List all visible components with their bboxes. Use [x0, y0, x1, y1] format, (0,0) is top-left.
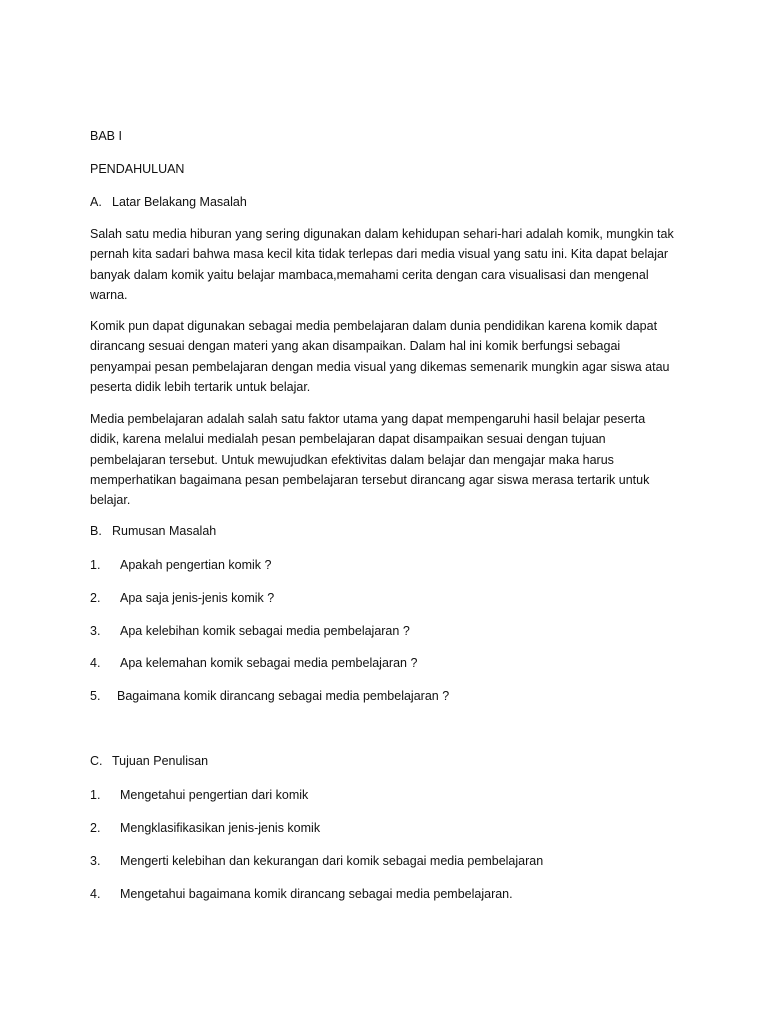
paragraph-line: pernah kita sadari bahwa masa kecil kita tidak terlepas dari media visual yang satu ini. Kita dapat belajar	[90, 247, 669, 262]
section-c-letter: C.	[90, 754, 103, 768]
list-number: 1.	[90, 788, 101, 802]
section-b-letter: B.	[90, 524, 102, 538]
paragraph-line: pembelajaran tersebut. Untuk mewujudkan efektivitas dalam belajar dan mengajar maka harus	[90, 452, 614, 467]
list-text: Mengklasifikasikan jenis-jenis komik	[120, 821, 321, 835]
section-a-letter: A.	[90, 195, 102, 209]
paragraph-line: belajar.	[90, 493, 131, 508]
list-number: 1.	[90, 558, 101, 572]
list-item	[90, 785, 308, 805]
paragraph-line: didik, karena melalui medialah pesan pembelajaran dapat disampaikan sesuai dengan tujuan	[90, 432, 606, 447]
list-number: 2.	[90, 821, 101, 835]
list-text: Mengetahui pengertian dari komik	[120, 788, 309, 802]
chapter-label: BAB I	[90, 129, 122, 143]
list-number: 3.	[90, 854, 101, 868]
list-item	[90, 851, 543, 871]
list-text: Apa kelebihan komik sebagai media pembelajaran ?	[120, 624, 410, 638]
list-text: Bagaimana komik dirancang sebagai media pembelajaran ?	[117, 689, 450, 703]
list-text: Mengerti kelebihan dan kekurangan dari komik sebagai media pembelajaran	[120, 854, 544, 868]
list-item	[90, 588, 274, 608]
section-c-heading	[90, 751, 208, 771]
paragraph-line: peserta didik lebih tertarik untuk belajar.	[90, 379, 311, 394]
section-b-heading	[90, 521, 216, 541]
paragraph-line: Salah satu media hiburan yang sering digunakan dalam kehidupan sehari-hari adalah komik, mungkin tak	[90, 227, 674, 241]
list-number: 5.	[90, 689, 101, 703]
list-item	[90, 686, 449, 706]
list-number: 2.	[90, 591, 101, 605]
list-item	[90, 621, 410, 641]
list-text: Apa saja jenis-jenis komik ?	[120, 591, 275, 605]
section-c-title: Tujuan Penulisan	[112, 754, 209, 768]
section-a-heading	[90, 192, 247, 212]
paragraph-line: warna.	[90, 287, 128, 302]
list-item	[90, 818, 320, 838]
list-number: 3.	[90, 624, 101, 638]
paragraph-line: Media pembelajaran adalah salah satu faktor utama yang dapat mempengaruhi hasil belajar peserta	[90, 412, 646, 426]
chapter-title: PENDAHULUAN	[90, 162, 185, 176]
list-item	[90, 653, 417, 673]
list-text: Mengetahui bagaimana komik dirancang sebagai media pembelajaran.	[120, 887, 513, 901]
list-number: 4.	[90, 887, 101, 901]
paragraph-line: dirancang sesuai dengan materi yang akan disampaikan. Dalam hal ini komik berfungsi sebagai	[90, 339, 621, 354]
section-a-paragraph-3	[90, 409, 690, 510]
list-item	[90, 555, 271, 575]
list-number: 4.	[90, 656, 101, 670]
paragraph-line: memperhatikan bagaimana pesan pembelajaran tersebut dirancang agar siswa merasa tertarik untuk	[90, 472, 650, 487]
list-text: Apa kelemahan komik sebagai media pembelajaran ?	[120, 656, 418, 670]
list-item	[90, 884, 513, 904]
paragraph-line: Komik pun dapat digunakan sebagai media pembelajaran dalam dunia pendidikan karena komik dapat	[90, 319, 658, 333]
list-text: Apakah pengertian komik ?	[120, 558, 272, 572]
section-b-title: Rumusan Masalah	[112, 524, 217, 538]
paragraph-line: penyampai pesan pembelajaran dengan media visual yang dikemas semenarik mungkin agar siswa atau	[90, 359, 670, 374]
section-a-title: Latar Belakang Masalah	[112, 195, 247, 209]
paragraph-line: banyak dalam komik yaitu belajar mambaca,memahami cerita dengan cara visualisasi dan mengenal	[90, 267, 649, 282]
section-a-paragraph-2	[90, 316, 690, 397]
section-a-paragraph-1	[90, 224, 690, 305]
